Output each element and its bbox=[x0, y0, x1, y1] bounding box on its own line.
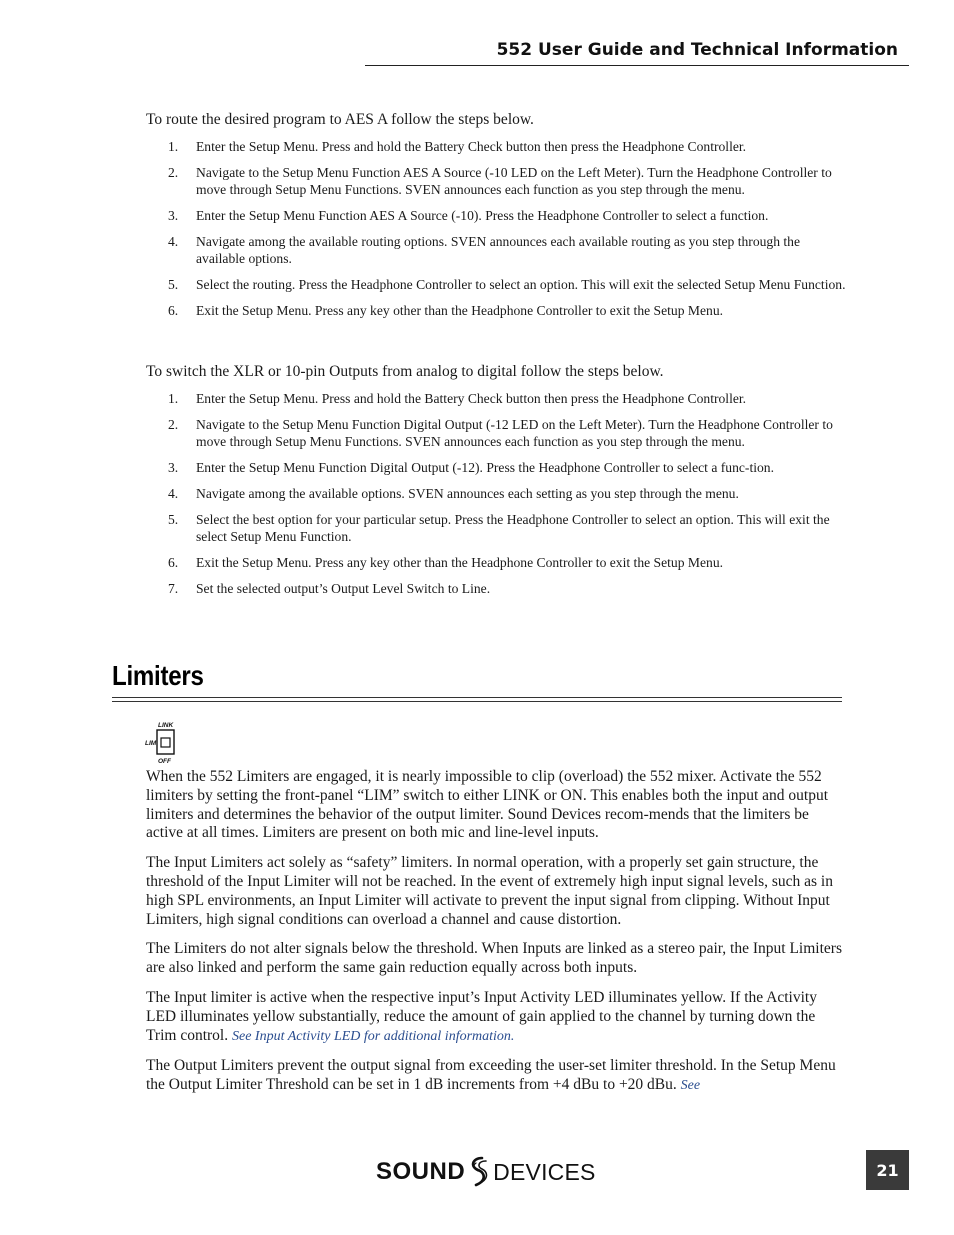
switch-body bbox=[157, 730, 174, 754]
limiters-paragraph-3: The Limiters do not alter signals below the threshold. When Inputs are linked as a stereo pair, the Input Limiters are also linked and perform the same gain reduction equally across both inputs. bbox=[146, 940, 842, 977]
aes-step-3 bbox=[146, 207, 846, 224]
lim-switch-icon bbox=[144, 719, 180, 767]
step-text: Exit the Setup Menu. Press any key other than the Headphone Controller to exit the Setup Menu. bbox=[196, 555, 724, 570]
step-number: 6. bbox=[168, 303, 179, 318]
step-number: 4. bbox=[168, 234, 179, 249]
digital-step-4 bbox=[146, 485, 846, 502]
step-number: 1. bbox=[168, 391, 179, 406]
step-number: 2. bbox=[168, 417, 179, 432]
sound-devices-logo bbox=[376, 1154, 596, 1190]
step-number: 5. bbox=[168, 512, 179, 527]
aes-intro: To route the desired program to AES A follow the steps below. bbox=[146, 111, 534, 128]
page-number-badge: 21 bbox=[866, 1150, 909, 1190]
step-number: 2. bbox=[168, 165, 179, 180]
digital-step-3 bbox=[146, 459, 846, 476]
running-header-title: 552 User Guide and Technical Information bbox=[496, 40, 898, 60]
limiters-paragraph-5 bbox=[146, 1057, 846, 1096]
switch-label-lim: LIM bbox=[145, 740, 157, 747]
step-text: Enter the Setup Menu. Press and hold the Battery Check button then press the Headphone Controller. bbox=[196, 139, 747, 154]
digital-intro: To switch the XLR or 10-pin Outputs from analog to digital follow the steps below. bbox=[146, 363, 664, 380]
digital-step-6 bbox=[146, 554, 846, 571]
digital-steps-list bbox=[146, 390, 846, 606]
limiters-paragraph-1: When the 552 Limiters are engaged, it is nearly impossible to clip (overload) the 552 mixer. Activate the 552 limiters by setting the front-panel “LIM” switch to either LINK or ON. This enables both the input and output limiters and determines the behavior of the output limiter. Sound Devices recom-mends that the limiters be active at all times. Limiters are present on both mic and line-level inputs. bbox=[146, 768, 828, 842]
input-activity-led-link[interactable]: See Input Activity LED for additional information. bbox=[231, 1028, 515, 1044]
aes-steps-list bbox=[146, 138, 846, 328]
step-text: Enter the Setup Menu. Press and hold the Battery Check button then press the Headphone Controller. bbox=[196, 391, 747, 406]
aes-step-4 bbox=[146, 233, 846, 267]
step-number: 3. bbox=[168, 460, 179, 475]
digital-step-1 bbox=[146, 390, 846, 407]
step-text: Select the best option for your particular setup. Press the Headphone Controller to select an option. This will exit the select Setup Menu Function. bbox=[196, 512, 830, 544]
limiters-heading-rule bbox=[112, 697, 842, 702]
step-number: 6. bbox=[168, 555, 179, 570]
switch-toggle bbox=[161, 738, 170, 747]
step-text: Select the routing. Press the Headphone Controller to select an option. This will exit the selected Setup Menu Function. bbox=[196, 277, 846, 292]
output-limiter-see-link[interactable]: See bbox=[680, 1078, 701, 1094]
sound-devices-swirl-icon bbox=[466, 1155, 492, 1189]
logo-word-sound: SOUND bbox=[376, 1158, 466, 1185]
aes-step-1 bbox=[146, 138, 846, 155]
limiters-paragraph-2: The Input Limiters act solely as “safety” limiters. In normal operation, with a properly set gain structure, the threshold of the Input Limiter will not be reached. In the event of extremely high input signal levels, such as in high SPL environments, an Input Limiter will activate to prevent the input signal from clipping. Without Input Limiters, high signal conditions can overload a channel and cause distortion. bbox=[146, 854, 833, 928]
step-text: Navigate among the available routing options. SVEN announces each available routing as you step through the available options. bbox=[196, 234, 801, 266]
step-number: 1. bbox=[168, 139, 179, 154]
step-number: 4. bbox=[168, 486, 179, 501]
limiters-paragraph-4-text: The Input limiter is active when the respective input’s Input Activity LED illuminates yellow. If the Activity LED illuminates yellow substantially, reduce the amount of gain applied to the channel by turning down the Trim control. bbox=[146, 988, 817, 1044]
step-text: Set the selected output’s Output Level Switch to Line. bbox=[196, 581, 491, 596]
aes-step-5 bbox=[146, 276, 846, 293]
step-text: Enter the Setup Menu Function AES A Source (-10). Press the Headphone Controller to select a function. bbox=[196, 208, 769, 223]
digital-step-2 bbox=[146, 416, 846, 450]
step-number: 3. bbox=[168, 208, 179, 223]
step-text: Navigate to the Setup Menu Function AES A Source (-10 LED on the Left Meter). Turn the Headphone Controller to move through Setup Menu Functions. SVEN announces each function as you step through the menu. bbox=[196, 165, 832, 197]
header-rule bbox=[365, 65, 909, 66]
limiters-paragraph-4 bbox=[146, 989, 846, 1046]
limiters-body bbox=[146, 768, 846, 1107]
step-text: Navigate to the Setup Menu Function Digital Output (-12 LED on the Left Meter). Turn the Headphone Controller to move through Setup Menu Functions. SVEN announces each function as you step through the menu. bbox=[196, 417, 833, 449]
switch-label-off: OFF bbox=[158, 758, 171, 765]
step-number: 7. bbox=[168, 581, 179, 596]
step-text: Exit the Setup Menu. Press any key other than the Headphone Controller to exit the Setup Menu. bbox=[196, 303, 724, 318]
aes-step-2 bbox=[146, 164, 846, 198]
digital-step-5 bbox=[146, 511, 846, 545]
step-number: 5. bbox=[168, 277, 179, 292]
switch-label-link: LINK bbox=[158, 722, 174, 729]
step-text: Navigate among the available options. SVEN announces each setting as you step through the menu. bbox=[196, 486, 739, 501]
aes-step-6 bbox=[146, 302, 846, 319]
digital-step-7 bbox=[146, 580, 846, 597]
limiters-paragraph-5-text: The Output Limiters prevent the output signal from exceeding the user-set limiter threshold. In the Setup Menu the Output Limiter Threshold can be set in 1 dB increments from +4 dBu to +20 dBu. bbox=[146, 1057, 836, 1094]
limiters-heading: Limiters bbox=[112, 660, 204, 691]
step-text: Enter the Setup Menu Function Digital Output (-12). Press the Headphone Controller to select a func-tion. bbox=[196, 460, 774, 475]
logo-word-devices: DEVICES bbox=[493, 1158, 596, 1185]
